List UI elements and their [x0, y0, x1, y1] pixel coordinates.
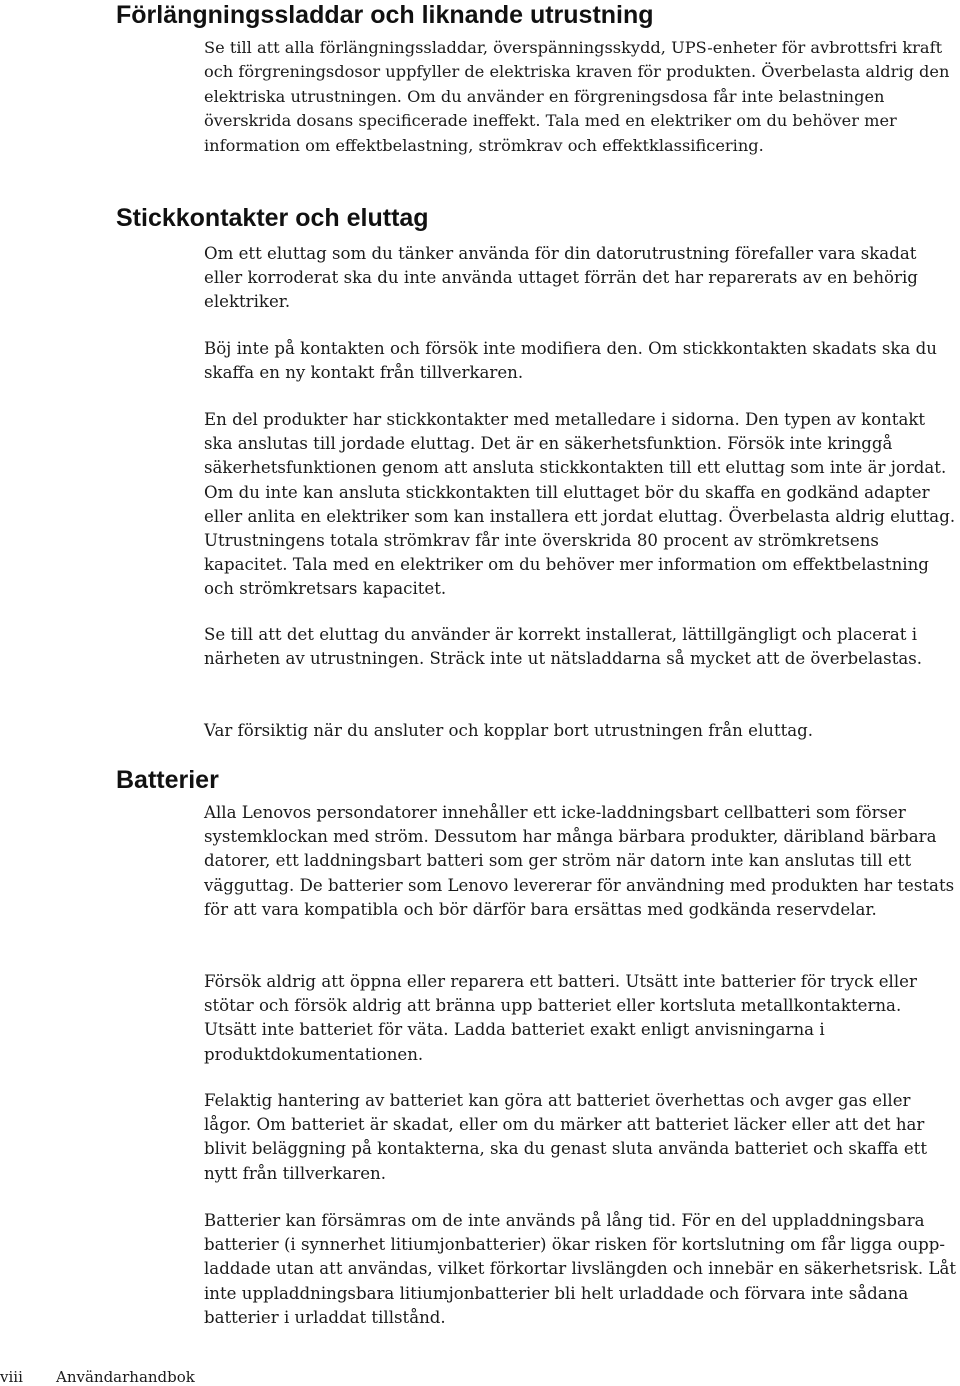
section-heading-extension-cords: Förlängningssladdar och liknande utrustning [116, 1, 654, 29]
paragraph-outlets-3: En del produkter har stickkontakter med metalledare i sidorna. Den typen av kontakt ska anslutas till jordade eluttag. Det är en säkerhetsfunktion. Försök inte kringgå säkerhetsfunktionen genom att ansluta stickkontakten till ett eluttag som inte är jordat. Om du inte kan ansluta stickkontakten till eluttaget bör du skaffa en godkänd adapter eller anlita en elektriker som kan installera ett jordat eluttag. Överbelasta aldrig eluttag. Utrustningens totala strömkrav får inte överskrida 80 procent av strömkretsens kapacitet. Tala med en elektriker om du behöver mer information om effektbelastning och strömkretsars kapacitet. [204, 410, 956, 599]
section-heading-outlets: Stickkontakter och eluttag [116, 204, 429, 232]
book-title: Användarhandbok [56, 1368, 195, 1386]
paragraph-batteries-4: Batterier kan försämras om de inte används på lång tid. För en del uppladdningsbara batterier (i synnerhet litiumjonbatterier) ökar risken för kortslutning om får ligga ouppladdade utan att användas, vilket förkortar livslängden och innebär en säkerhetsrisk. Låt inte uppladdningsbara litiumjonbatterier bli helt urladdade och förvara inte sådana batterier i urladdat tillstånd. [204, 1211, 957, 1327]
paragraph-batteries-3: Felaktig hantering av batteriet kan göra att batteriet överhettas och avger gas eller lågor. Om batteriet är skadat, eller om du märker att batteriet läcker eller att det har blivit beläggning på kontakterna, ska du genast sluta använda batteriet och skaffa ett nytt från tillverkaren. [204, 1091, 927, 1183]
page-number: viii [0, 1368, 23, 1386]
page-footer [0, 1368, 195, 1386]
paragraph-outlets-1: Om ett eluttag som du tänker använda för din datorutrustning förefaller vara skadat eller korroderat ska du inte använda uttaget förrän det har reparerats av en behörig elektriker. [204, 244, 918, 312]
section-heading-batteries: Batterier [116, 766, 219, 794]
paragraph-outlets-4: Se till att det eluttag du använder är korrekt installerat, lättillgängligt och placerat i närheten av utrustningen. Sträck inte ut nätsladdarna så mycket att de överbelastas. [204, 625, 923, 669]
paragraph-batteries-2: Försök aldrig att öppna eller reparera ett batteri. Utsätt inte batterier för tryck eller stötar och försök aldrig att bränna upp batteriet eller kortsluta metallkontakterna. Utsätt inte batteriet för väta. Ladda batteriet exakt enligt anvisningarna i produktdokumentationen. [204, 972, 917, 1064]
paragraph-outlets-2: Böj inte på kontakten och försök inte modifiera den. Om stickkontakten skadats ska du skaffa en ny kontakt från tillverkaren. [204, 339, 937, 383]
paragraph-batteries-1: Alla Lenovos persondatorer innehåller ett icke-laddningsbart cellbatteri som förser systemklockan med ström. Dessutom har många bärbara produkter, däribland bärbara datorer, ett laddningsbart batteri som ger ström när datorn inte kan anslutas till ett vägguttag. De batterier som Lenovo levererar för användning med produkten har testats för att vara kompatibla och bör därför bara ersättas med godkända reservdelar. [204, 803, 955, 919]
paragraph-extension-cords: Se till att alla förlängningssladdar, överspänningsskydd, UPS-enheter för avbrottsfri kraft och förgreningsdosor uppfyller de elektriska kraven för produkten. Överbelasta aldrig den elektriska utrustningen. Om du använder en förgreningsdosa får inte belastningen överskrida dosans specificerade ineffekt. Tala med en elektriker om du behöver mer information om effektbelastning, strömkrav och effektklassificering. [204, 38, 950, 155]
paragraph-outlets-5: Var försiktig när du ansluter och kopplar bort utrustningen från eluttag. [204, 721, 814, 740]
